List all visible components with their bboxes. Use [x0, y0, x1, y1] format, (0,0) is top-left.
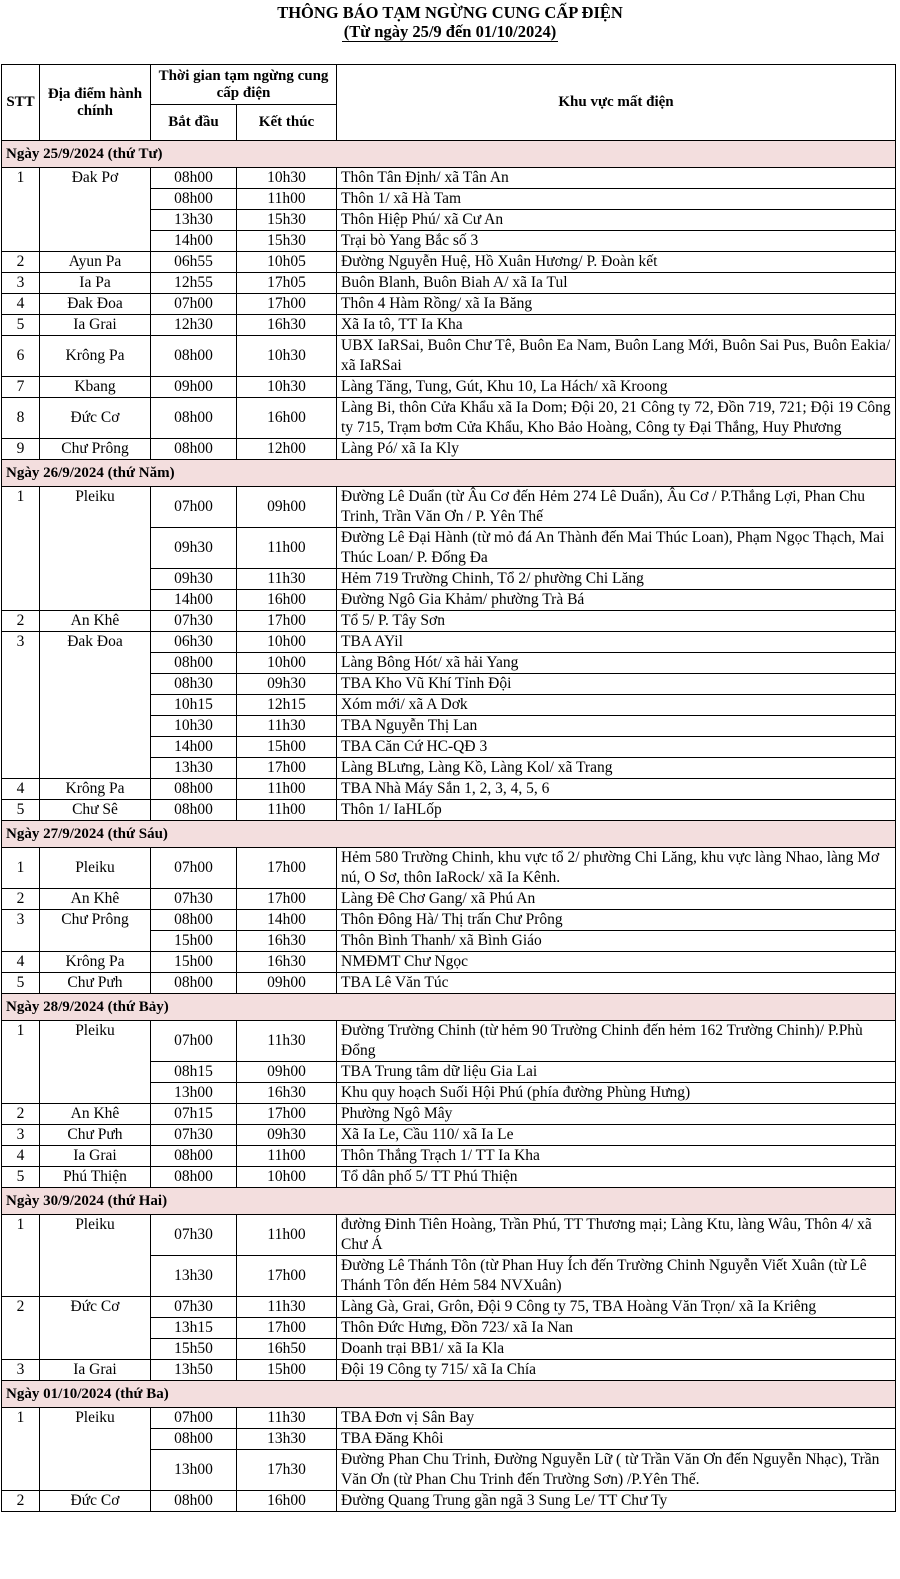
end-time-cell: 12h00 — [237, 439, 337, 460]
stt-cell: 3 — [2, 1125, 40, 1146]
outage-area-cell: Thôn Đông Hà/ Thị trấn Chư Prông — [337, 910, 896, 931]
outage-area-cell: Làng Gà, Grai, Grôn, Đội 9 Công ty 75, TBA Hoàng Văn Trọn/ xã Ia Kriêng — [337, 1297, 896, 1318]
location-cell: Đak Đoa — [40, 632, 151, 779]
end-time-cell: 16h30 — [237, 931, 337, 952]
table-row — [2, 910, 896, 931]
outage-area-cell: TBA AYil — [337, 632, 896, 653]
end-time-cell: 17h00 — [237, 294, 337, 315]
location-cell: Đức Cơ — [40, 1491, 151, 1512]
location-cell: Pleiku — [40, 1215, 151, 1297]
end-time-cell: 16h30 — [237, 952, 337, 973]
header-end: Kết thúc — [237, 105, 337, 141]
day-header-row — [2, 1188, 896, 1215]
start-time-cell: 08h00 — [151, 189, 237, 210]
start-time-cell: 06h30 — [151, 632, 237, 653]
end-time-cell: 16h30 — [237, 1083, 337, 1104]
outage-area-cell: Thôn Đức Hưng, Đồn 723/ xã Ia Nan — [337, 1318, 896, 1339]
table-row — [2, 252, 896, 273]
start-time-cell: 10h30 — [151, 716, 237, 737]
location-cell: Phú Thiện — [40, 1167, 151, 1188]
day-header-row — [2, 460, 896, 487]
outage-area-cell: Làng Đê Chơ Gang/ xã Phú An — [337, 889, 896, 910]
start-time-cell: 13h00 — [151, 1450, 237, 1491]
outage-area-cell: Thôn 4 Hàm Rồng/ xã Ia Băng — [337, 294, 896, 315]
end-time-cell: 10h30 — [237, 336, 337, 377]
end-time-cell: 11h30 — [237, 1021, 337, 1062]
table-row — [2, 1021, 896, 1062]
header-stt: STT — [2, 65, 40, 141]
end-time-cell: 10h00 — [237, 1167, 337, 1188]
location-cell: Pleiku — [40, 1021, 151, 1104]
location-cell: Ia Grai — [40, 1360, 151, 1381]
stt-cell: 5 — [2, 800, 40, 821]
start-time-cell: 12h30 — [151, 315, 237, 336]
stt-cell: 2 — [2, 611, 40, 632]
start-time-cell: 07h30 — [151, 1297, 237, 1318]
stt-cell: 4 — [2, 779, 40, 800]
end-time-cell: 11h00 — [237, 1215, 337, 1256]
table-row — [2, 611, 896, 632]
header-area: Khu vực mất điện — [337, 65, 896, 141]
header-location: Địa điểm hành chính — [40, 65, 151, 141]
end-time-cell: 17h00 — [237, 1318, 337, 1339]
outage-area-cell: Đường Quang Trung gần ngã 3 Sung Le/ TT Chư Ty — [337, 1491, 896, 1512]
end-time-cell: 15h00 — [237, 737, 337, 758]
location-cell: Chư Sê — [40, 800, 151, 821]
start-time-cell: 13h00 — [151, 1083, 237, 1104]
end-time-cell: 17h00 — [237, 611, 337, 632]
end-time-cell: 17h00 — [237, 889, 337, 910]
outage-area-cell: Làng Tăng, Tung, Gút, Khu 10, La Hách/ xã Kroong — [337, 377, 896, 398]
start-time-cell: 06h55 — [151, 252, 237, 273]
outage-area-cell: NMĐMT Chư Ngọc — [337, 952, 896, 973]
start-time-cell: 13h30 — [151, 1256, 237, 1297]
outage-area-cell: Đường Lê Thánh Tôn (từ Phan Huy Ích đến Trường Chinh Nguyễn Viết Xuân (từ Lê Thánh Tôn đến Hẻm 584 NVXuân) — [337, 1256, 896, 1297]
location-cell: Chư Prông — [40, 910, 151, 952]
outage-area-cell: Đội 19 Công ty 715/ xã Ia Chía — [337, 1360, 896, 1381]
table-row — [2, 1360, 896, 1381]
outage-area-cell: Đường Phan Chu Trinh, Đường Nguyễn Lữ ( từ Trần Văn Ơn đến Nguyễn Nhạc), Trần Văn Ơn (từ Phan Chu Trinh đến Trường Sơn) /P.Yên Thế. — [337, 1450, 896, 1491]
start-time-cell: 15h50 — [151, 1339, 237, 1360]
stt-cell: 2 — [2, 1491, 40, 1512]
outage-area-cell: Xã Ia Le, Cầu 110/ xã Ia Le — [337, 1125, 896, 1146]
table-row — [2, 487, 896, 528]
location-cell: Đak Đoa — [40, 294, 151, 315]
location-cell: Pleiku — [40, 848, 151, 889]
table-body — [2, 141, 896, 1512]
location-cell: Krông Pa — [40, 336, 151, 377]
outage-area-cell: Xóm mới/ xã A Dơk — [337, 695, 896, 716]
table-row — [2, 973, 896, 994]
page-title: THÔNG BÁO TẠM NGỪNG CUNG CẤP ĐIỆN — [277, 3, 623, 22]
end-time-cell: 11h00 — [237, 779, 337, 800]
start-time-cell: 10h15 — [151, 695, 237, 716]
end-time-cell: 10h00 — [237, 653, 337, 674]
location-cell: Đức Cơ — [40, 1297, 151, 1360]
table-row — [2, 336, 896, 377]
end-time-cell: 11h30 — [237, 716, 337, 737]
day-label: Ngày 28/9/2024 (thứ Bảy) — [2, 994, 896, 1021]
table-row — [2, 1297, 896, 1318]
day-header-row — [2, 821, 896, 848]
table-row — [2, 1167, 896, 1188]
end-time-cell: 09h30 — [237, 1125, 337, 1146]
table-row — [2, 273, 896, 294]
start-time-cell: 07h15 — [151, 1104, 237, 1125]
day-header-row — [2, 1381, 896, 1408]
location-cell: Đak Pơ — [40, 168, 151, 252]
end-time-cell: 11h30 — [237, 1297, 337, 1318]
table-row — [2, 848, 896, 889]
end-time-cell: 09h00 — [237, 487, 337, 528]
end-time-cell: 11h30 — [237, 1408, 337, 1429]
end-time-cell: 12h15 — [237, 695, 337, 716]
end-time-cell: 17h00 — [237, 758, 337, 779]
page-subtitle — [0, 23, 900, 41]
start-time-cell: 08h00 — [151, 398, 237, 439]
end-time-cell: 10h05 — [237, 252, 337, 273]
end-time-cell: 09h30 — [237, 674, 337, 695]
outage-area-cell: Làng Pó/ xã Ia Kly — [337, 439, 896, 460]
end-time-cell: 16h00 — [237, 1491, 337, 1512]
day-label: Ngày 25/9/2024 (thứ Tư) — [2, 141, 896, 168]
stt-cell: 2 — [2, 252, 40, 273]
end-time-cell: 15h30 — [237, 210, 337, 231]
location-cell: Kbang — [40, 377, 151, 398]
start-time-cell: 07h30 — [151, 889, 237, 910]
location-cell: Đức Cơ — [40, 398, 151, 439]
end-time-cell: 15h30 — [237, 231, 337, 252]
outage-area-cell: Thôn Thắng Trạch 1/ TT Ia Kha — [337, 1146, 896, 1167]
start-time-cell: 13h15 — [151, 1318, 237, 1339]
start-time-cell: 13h50 — [151, 1360, 237, 1381]
start-time-cell: 12h55 — [151, 273, 237, 294]
start-time-cell: 07h00 — [151, 1021, 237, 1062]
stt-cell: 9 — [2, 439, 40, 460]
location-cell: Chư Pưh — [40, 973, 151, 994]
location-cell: Pleiku — [40, 487, 151, 611]
stt-cell: 1 — [2, 168, 40, 252]
start-time-cell: 08h00 — [151, 336, 237, 377]
outage-area-cell: TBA Đơn vị Sân Bay — [337, 1408, 896, 1429]
end-time-cell: 11h00 — [237, 528, 337, 569]
table-row — [2, 294, 896, 315]
outage-area-cell: Đường Nguyễn Huệ, Hồ Xuân Hương/ P. Đoàn kết — [337, 252, 896, 273]
outage-table — [1, 64, 896, 1512]
start-time-cell: 07h30 — [151, 1125, 237, 1146]
table-header — [2, 65, 896, 141]
table-row — [2, 779, 896, 800]
outage-area-cell: Thôn 1/ IaHLốp — [337, 800, 896, 821]
stt-cell: 1 — [2, 848, 40, 889]
outage-area-cell: TBA Trung tâm dữ liệu Gia Lai — [337, 1062, 896, 1083]
outage-area-cell: Xã Ia tô, TT Ia Kha — [337, 315, 896, 336]
outage-area-cell: đường Đinh Tiên Hoàng, Trần Phú, TT Thương mại; Làng Ktu, làng Wâu, Thôn 4/ xã Chư Á — [337, 1215, 896, 1256]
outage-area-cell: TBA Đăng Khôi — [337, 1429, 896, 1450]
outage-area-cell: Đường Ngô Gia Khảm/ phường Trà Bá — [337, 590, 896, 611]
end-time-cell: 10h00 — [237, 632, 337, 653]
outage-area-cell: Phường Ngô Mây — [337, 1104, 896, 1125]
start-time-cell: 07h00 — [151, 848, 237, 889]
table-row — [2, 800, 896, 821]
start-time-cell: 08h00 — [151, 910, 237, 931]
outage-area-cell: TBA Kho Vũ Khí Tỉnh Đội — [337, 674, 896, 695]
end-time-cell: 16h50 — [237, 1339, 337, 1360]
end-time-cell: 14h00 — [237, 910, 337, 931]
end-time-cell: 17h30 — [237, 1450, 337, 1491]
location-cell: Ia Pa — [40, 273, 151, 294]
start-time-cell: 08h00 — [151, 1146, 237, 1167]
stt-cell: 2 — [2, 1297, 40, 1360]
start-time-cell: 07h30 — [151, 611, 237, 632]
outage-area-cell: Tổ 5/ P. Tây Sơn — [337, 611, 896, 632]
end-time-cell: 11h00 — [237, 800, 337, 821]
end-time-cell: 09h00 — [237, 1062, 337, 1083]
start-time-cell: 08h15 — [151, 1062, 237, 1083]
outage-area-cell: TBA Nguyễn Thị Lan — [337, 716, 896, 737]
day-header-row — [2, 994, 896, 1021]
stt-cell: 7 — [2, 377, 40, 398]
start-time-cell: 08h00 — [151, 779, 237, 800]
table-row — [2, 952, 896, 973]
location-cell: Chư Prông — [40, 439, 151, 460]
outage-area-cell: TBA Nhà Máy Sắn 1, 2, 3, 4, 5, 6 — [337, 779, 896, 800]
table-row — [2, 315, 896, 336]
outage-area-cell: Làng BLưng, Làng Kồ, Làng Kol/ xã Trang — [337, 758, 896, 779]
end-time-cell: 11h00 — [237, 189, 337, 210]
end-time-cell: 17h00 — [237, 1104, 337, 1125]
end-time-cell: 11h00 — [237, 1146, 337, 1167]
day-label: Ngày 01/10/2024 (thứ Ba) — [2, 1381, 896, 1408]
day-label: Ngày 26/9/2024 (thứ Năm) — [2, 460, 896, 487]
outage-area-cell: Đường Lê Đại Hành (từ mỏ đá An Thành đến Mai Thúc Loan), Phạm Ngọc Thạch, Mai Thúc Loan/ P. Đống Đa — [337, 528, 896, 569]
outage-area-cell: Làng Bi, thôn Cửa Khẩu xã Ia Dom; Đội 20, 21 Công ty 72, Đồn 719, 721; Đội 19 Công ty 715, Trạm bơm Cửa Khẩu, Kho Bảo Hoàng, Công ty Đại Thắng, Huy Phương — [337, 398, 896, 439]
start-time-cell: 08h00 — [151, 1167, 237, 1188]
start-time-cell: 09h00 — [151, 377, 237, 398]
location-cell: An Khê — [40, 889, 151, 910]
table-row — [2, 439, 896, 460]
stt-cell: 1 — [2, 1021, 40, 1104]
table-row — [2, 377, 896, 398]
day-label: Ngày 27/9/2024 (thứ Sáu) — [2, 821, 896, 848]
start-time-cell: 08h00 — [151, 1491, 237, 1512]
end-time-cell: 16h00 — [237, 590, 337, 611]
outage-area-cell: Hẻm 719 Trường Chinh, Tổ 2/ phường Chi Lăng — [337, 569, 896, 590]
location-cell: Chư Pưh — [40, 1125, 151, 1146]
location-cell: An Khê — [40, 611, 151, 632]
stt-cell: 4 — [2, 1146, 40, 1167]
stt-cell: 3 — [2, 632, 40, 779]
start-time-cell: 07h00 — [151, 294, 237, 315]
table-row — [2, 1491, 896, 1512]
stt-cell: 3 — [2, 1360, 40, 1381]
outage-area-cell: TBA Lê Văn Túc — [337, 973, 896, 994]
end-time-cell: 10h30 — [237, 168, 337, 189]
start-time-cell: 07h30 — [151, 1215, 237, 1256]
location-cell: An Khê — [40, 1104, 151, 1125]
stt-cell: 1 — [2, 1408, 40, 1491]
start-time-cell: 07h00 — [151, 487, 237, 528]
stt-cell: 4 — [2, 294, 40, 315]
end-time-cell: 16h00 — [237, 398, 337, 439]
end-time-cell: 09h00 — [237, 973, 337, 994]
date-range: (Từ ngày 25/9 đến 01/10/2024) — [343, 22, 557, 41]
table-row — [2, 1408, 896, 1429]
stt-cell: 1 — [2, 1215, 40, 1297]
table-row — [2, 889, 896, 910]
start-time-cell: 08h00 — [151, 653, 237, 674]
start-time-cell: 15h00 — [151, 952, 237, 973]
stt-cell: 5 — [2, 1167, 40, 1188]
table-row — [2, 1125, 896, 1146]
outage-area-cell: Thôn Hiệp Phú/ xã Cư An — [337, 210, 896, 231]
stt-cell: 2 — [2, 889, 40, 910]
table-row — [2, 1104, 896, 1125]
stt-cell: 6 — [2, 336, 40, 377]
location-cell: Ia Grai — [40, 315, 151, 336]
outage-area-cell: Đường Trường Chinh (từ hẻm 90 Trường Chinh đến hẻm 162 Trường Chinh)/ P.Phù Đổng — [337, 1021, 896, 1062]
end-time-cell: 11h30 — [237, 569, 337, 590]
stt-cell: 5 — [2, 973, 40, 994]
outage-area-cell: Làng Bông Hót/ xã hải Yang — [337, 653, 896, 674]
outage-area-cell: Đường Lê Duẩn (từ Âu Cơ đến Hẻm 274 Lê Duẩn), Âu Cơ / P.Thắng Lợi, Phan Chu Trinh, Trần Văn Ơn / P. Yên Thế — [337, 487, 896, 528]
outage-area-cell: Thôn 1/ xã Hà Tam — [337, 189, 896, 210]
outage-area-cell: Doanh trại BB1/ xã Ia Kla — [337, 1339, 896, 1360]
start-time-cell: 08h00 — [151, 973, 237, 994]
start-time-cell: 08h00 — [151, 168, 237, 189]
start-time-cell: 08h30 — [151, 674, 237, 695]
start-time-cell: 15h00 — [151, 931, 237, 952]
end-time-cell: 13h30 — [237, 1429, 337, 1450]
location-cell: Krông Pa — [40, 952, 151, 973]
start-time-cell: 09h30 — [151, 569, 237, 590]
start-time-cell: 08h00 — [151, 800, 237, 821]
end-time-cell: 10h30 — [237, 377, 337, 398]
stt-cell: 4 — [2, 952, 40, 973]
outage-area-cell: Buôn Blanh, Buôn Biah A/ xã Ia Tul — [337, 273, 896, 294]
outage-area-cell: Thôn Bình Thanh/ xã Bình Giáo — [337, 931, 896, 952]
location-cell: Pleiku — [40, 1408, 151, 1491]
start-time-cell: 13h30 — [151, 758, 237, 779]
location-cell: Krông Pa — [40, 779, 151, 800]
start-time-cell: 07h00 — [151, 1408, 237, 1429]
outage-area-cell: Khu quy hoạch Suối Hội Phú (phía đường Phùng Hưng) — [337, 1083, 896, 1104]
location-cell: Ayun Pa — [40, 252, 151, 273]
stt-cell: 3 — [2, 910, 40, 952]
table-row — [2, 1146, 896, 1167]
start-time-cell: 08h00 — [151, 1429, 237, 1450]
stt-cell: 1 — [2, 487, 40, 611]
day-header-row — [2, 141, 896, 168]
outage-area-cell: Thôn Tân Định/ xã Tân An — [337, 168, 896, 189]
header-start: Bắt đầu — [151, 105, 237, 141]
end-time-cell: 16h30 — [237, 315, 337, 336]
start-time-cell: 14h00 — [151, 231, 237, 252]
outage-area-cell: Trại bò Yang Bắc số 3 — [337, 231, 896, 252]
start-time-cell: 14h00 — [151, 590, 237, 611]
location-cell: Ia Grai — [40, 1146, 151, 1167]
outage-area-cell: UBX IaRSai, Buôn Chư Tê, Buôn Ea Nam, Buôn Lang Mới, Buôn Sai Pus, Buôn Eakia/ xã IaRSai — [337, 336, 896, 377]
day-label: Ngày 30/9/2024 (thứ Hai) — [2, 1188, 896, 1215]
table-row — [2, 168, 896, 189]
header-time-group: Thời gian tạm ngừng cung cấp điện — [151, 65, 337, 105]
outage-area-cell: Tổ dân phố 5/ TT Phú Thiện — [337, 1167, 896, 1188]
stt-cell: 8 — [2, 398, 40, 439]
stt-cell: 3 — [2, 273, 40, 294]
start-time-cell: 13h30 — [151, 210, 237, 231]
end-time-cell: 15h00 — [237, 1360, 337, 1381]
start-time-cell: 09h30 — [151, 528, 237, 569]
end-time-cell: 17h00 — [237, 848, 337, 889]
stt-cell: 2 — [2, 1104, 40, 1125]
end-time-cell: 17h00 — [237, 1256, 337, 1297]
outage-area-cell: Hẻm 580 Trường Chinh, khu vực tổ 2/ phường Chi Lăng, khu vực làng Nhao, làng Mơ nú, O Sơ, thôn IaRock/ xã Ia Kênh. — [337, 848, 896, 889]
start-time-cell: 14h00 — [151, 737, 237, 758]
start-time-cell: 08h00 — [151, 439, 237, 460]
stt-cell: 5 — [2, 315, 40, 336]
table-row — [2, 398, 896, 439]
table-row — [2, 1215, 896, 1256]
outage-area-cell: TBA Căn Cứ HC-QĐ 3 — [337, 737, 896, 758]
table-row — [2, 632, 896, 653]
end-time-cell: 17h05 — [237, 273, 337, 294]
